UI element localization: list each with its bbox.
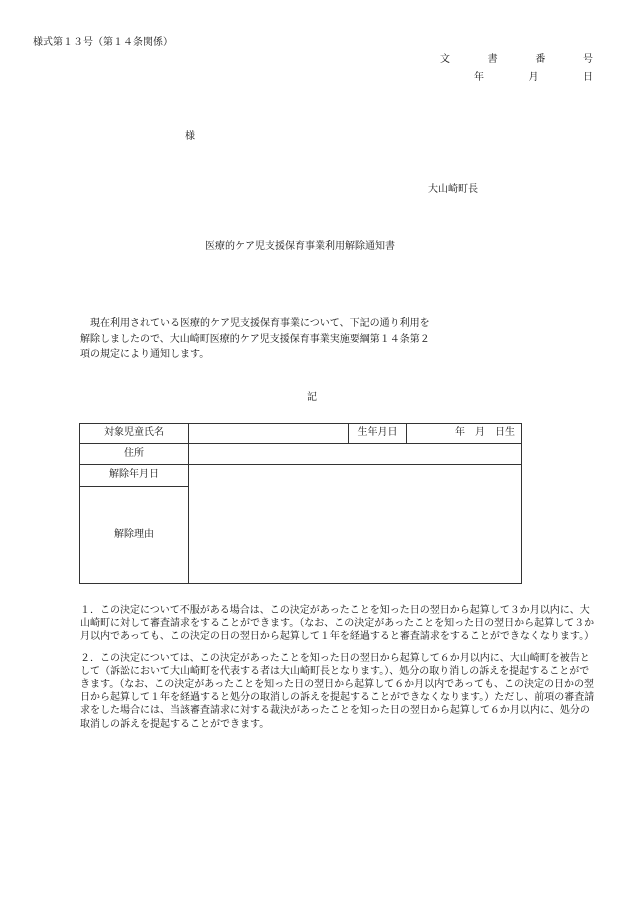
- document-number-label: [440, 54, 593, 67]
- sender-name: 大山崎町長: [428, 184, 478, 195]
- date-year-label: 年: [474, 72, 484, 83]
- document-number-char: 書: [487, 54, 498, 65]
- note-item: ２．この決定については、この決定があったことを知った日の翌日から起算して６か月以内に、大山崎町を被告として（訴訟において大山崎町を代表する者は大山崎町長となります。）、処分の取り消しの訴えを提起することができます。（なお、この決定があったことを知った日の翌日から起算して６か月以内であっても、この決定の日かの翌日から起算して１年を経過すると処分の取消しの訴えを提起することができなくなります。）ただし、前項の審査請求をした場合には、当該審査請求に対する裁決があったことを知った日の翌日から起算して６か月以内に、処分の取消しの訴えを提起することができます。: [80, 652, 595, 730]
- addressee-honorific: 様: [185, 131, 195, 142]
- table-row: [80, 444, 522, 465]
- body-line: 解除しましたので、大山崎町医療的ケア児支援保育事業実施要綱第１４条第２: [80, 333, 430, 345]
- address-label: 住所: [80, 444, 189, 465]
- notes-section: [80, 604, 595, 739]
- table-row: [80, 465, 522, 487]
- details-table: [79, 423, 522, 584]
- cancel-date-label: 解除年月日: [80, 465, 189, 487]
- birth-date-field: 年 月 日生: [407, 424, 522, 444]
- document-number-char: 文: [440, 54, 450, 65]
- cancel-details-field: [189, 465, 522, 584]
- body-line: 項の規定により通知します。: [80, 349, 210, 360]
- table-row: [80, 424, 522, 444]
- child-name-label: 対象児童氏名: [80, 424, 189, 444]
- body-line: 現在利用されている医療的ケア児支援保育事業について、下記の通り利用を: [90, 318, 430, 329]
- address-field: [189, 444, 522, 465]
- ki-heading: 記: [307, 392, 317, 403]
- form-number: 様式第１３号（第１４条関係）: [33, 37, 173, 48]
- cancel-reason-label: 解除理由: [80, 487, 189, 584]
- birth-date-label: 生年月日: [349, 424, 407, 444]
- body-paragraph: [80, 316, 510, 363]
- document-title: 医療的ケア児支援保育事業利用解除通知書: [205, 241, 395, 252]
- issue-date: [474, 72, 593, 85]
- child-name-field: [189, 424, 349, 444]
- date-month-label: 月: [528, 72, 539, 83]
- date-day-label: 日: [583, 72, 593, 83]
- document-number-char: 番: [535, 54, 546, 65]
- document-number-char: 号: [582, 54, 593, 65]
- note-item: １．この決定について不服がある場合は、この決定があったことを知った日の翌日から起算して３か月以内に、大山崎町に対して審査請求をすることができます。（なお、この決定があったことを知った日の翌日から起算して３か月以内であっても、この決定の日の翌日から起算して１年を経過すると審査請求をすることができなくなります。）: [80, 605, 595, 643]
